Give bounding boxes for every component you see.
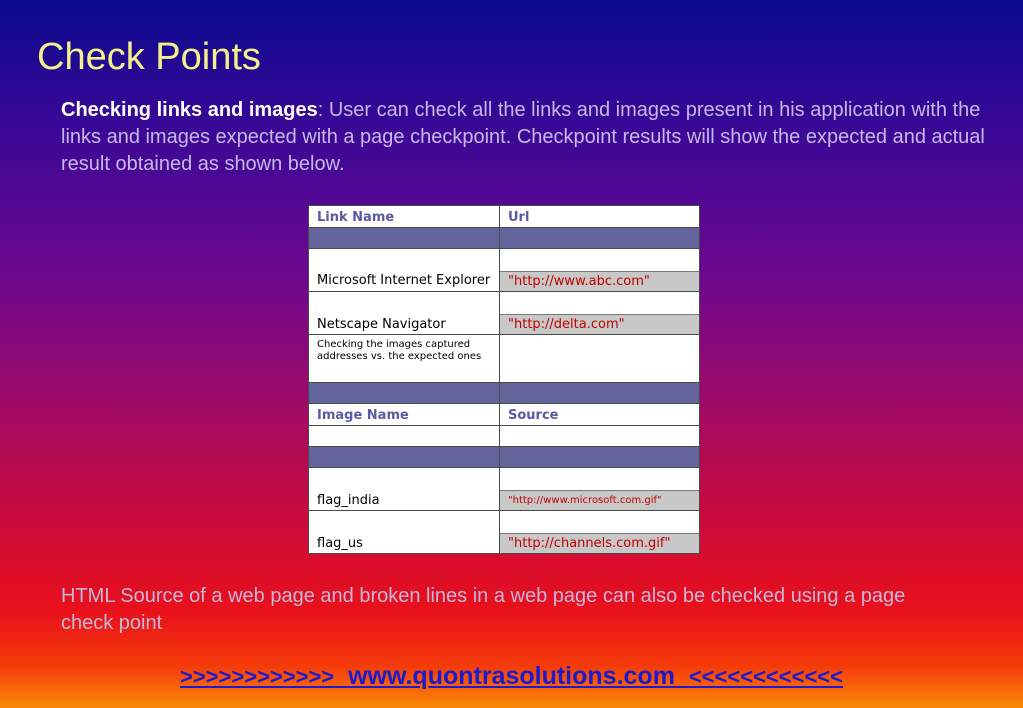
source-header: Source (508, 408, 559, 423)
image-source: "http://www.microsoft.com.gif" (500, 490, 699, 510)
images-note: Checking the images captured addresses vs. the expected ones (317, 339, 482, 362)
band-row (309, 383, 700, 404)
outro-paragraph: HTML Source of a web page and broken lines in a web page can also be checked using a page check point (61, 585, 906, 634)
image-header-row (309, 404, 700, 426)
image-source: "http://channels.com.gif" (500, 533, 699, 553)
table-row (309, 511, 700, 554)
link-name: Microsoft Internet Explorer (317, 273, 491, 288)
table-row (309, 292, 700, 335)
link-name-header: Link Name (317, 210, 395, 225)
link-url: "http://www.abc.com" (500, 271, 699, 291)
table-row (309, 249, 700, 292)
image-name: flag_india (317, 493, 380, 508)
intro-lead: Checking links and images (61, 99, 318, 121)
slide-title: Check Points (37, 36, 261, 78)
image-name: flag_us (317, 536, 363, 551)
link-header-row (309, 206, 700, 228)
band-row (309, 447, 700, 468)
url-header: Url (508, 210, 530, 225)
table-row (309, 426, 700, 447)
table-row (309, 468, 700, 511)
link-url: "http://delta.com" (500, 314, 699, 334)
footer-arrows-left: >>>>>>>>>>>> (179, 664, 335, 689)
footer-site-link[interactable]: www.quontrasolutions.com (348, 662, 675, 690)
footer-arrows-right: <<<<<<<<<<<< (688, 664, 843, 689)
image-name-header: Image Name (317, 408, 409, 423)
band-row (309, 228, 700, 249)
link-name: Netscape Navigator (317, 317, 446, 332)
intro-text: : User can check all the links and images present in his application with the links and images expected with a page checkpoint. Checkpoint results will show the expected and actual result obtained as shown below. (61, 99, 985, 175)
checkpoint-table (308, 205, 700, 554)
intro-paragraph (61, 97, 1006, 178)
footer-link[interactable] (0, 662, 1023, 691)
table-row (309, 335, 700, 383)
